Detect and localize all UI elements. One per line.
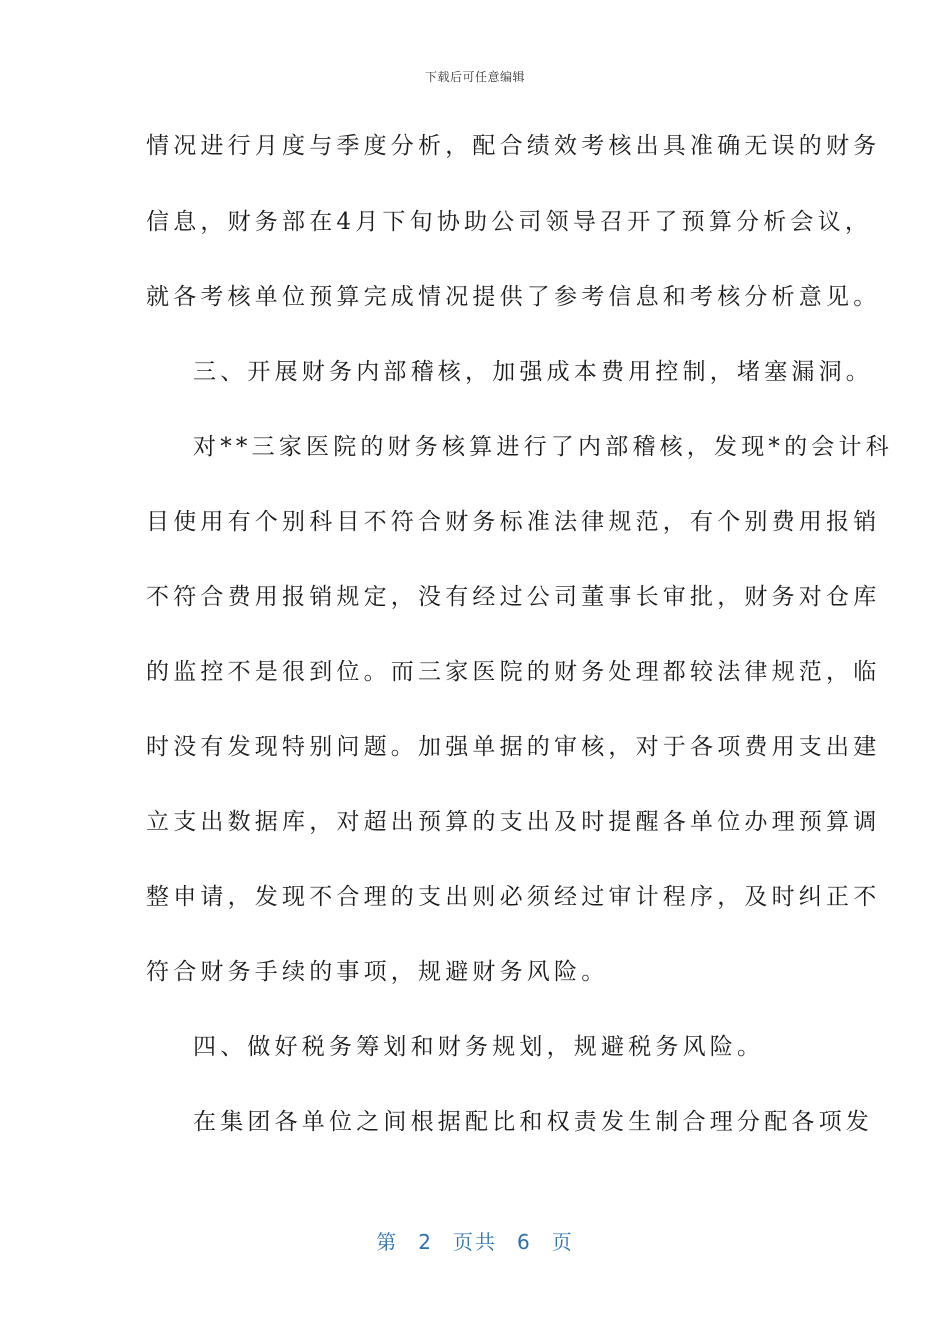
paragraph-line: 在集团各单位之间根据配比和权责发生制合理分配各项发 (193, 1109, 873, 1135)
section-heading: 四、做好税务筹划和财务规划，规避税务风险。 (193, 1034, 765, 1060)
paragraph-line: 情况进行月度与季度分析，配合绩效考核出具准确无误的财务 (146, 133, 881, 159)
page-footer (0, 1226, 950, 1255)
paragraph-line: 的监控不是很到位。而三家医院的财务处理都较法律规范，临 (146, 659, 881, 685)
page-label-mid: 页共 (453, 1230, 497, 1254)
page-label-suffix: 页 (551, 1230, 574, 1254)
paragraph-line: 不符合费用报销规定，没有经过公司董事长审批，财务对仓库 (146, 584, 881, 610)
paragraph-line: 立支出数据库，对超出预算的支出及时提醒各单位办理预算调 (146, 809, 881, 835)
paragraph-line: 符合财务手续的事项，规避财务风险。 (146, 959, 609, 985)
section-heading: 三、开展财务内部稽核，加强成本费用控制，堵塞漏洞。 (193, 359, 873, 385)
paragraph-line: 对**三家医院的财务核算进行了内部稽核，发现*的会计科 (193, 434, 893, 460)
paragraph-line: 就各考核单位预算完成情况提供了参考信息和考核分析意见。 (146, 284, 881, 310)
page-label-prefix: 第 (376, 1230, 399, 1254)
paragraph-line: 信息，财务部在4月下旬协助公司领导召开了预算分析会议， (146, 209, 873, 235)
current-page-number: 2 (418, 1230, 433, 1254)
page-header-note: 下载后可任意编辑 (424, 70, 525, 84)
paragraph-line: 整申请，发现不合理的支出则必须经过审计程序，及时纠正不 (146, 884, 881, 910)
paragraph-line: 目使用有个别科目不符合财务标准法律规范，有个别费用报销 (146, 509, 881, 535)
paragraph-line: 时没有发现特别问题。加强单据的审核，对于各项费用支出建 (146, 734, 881, 760)
total-page-count: 6 (517, 1230, 532, 1254)
